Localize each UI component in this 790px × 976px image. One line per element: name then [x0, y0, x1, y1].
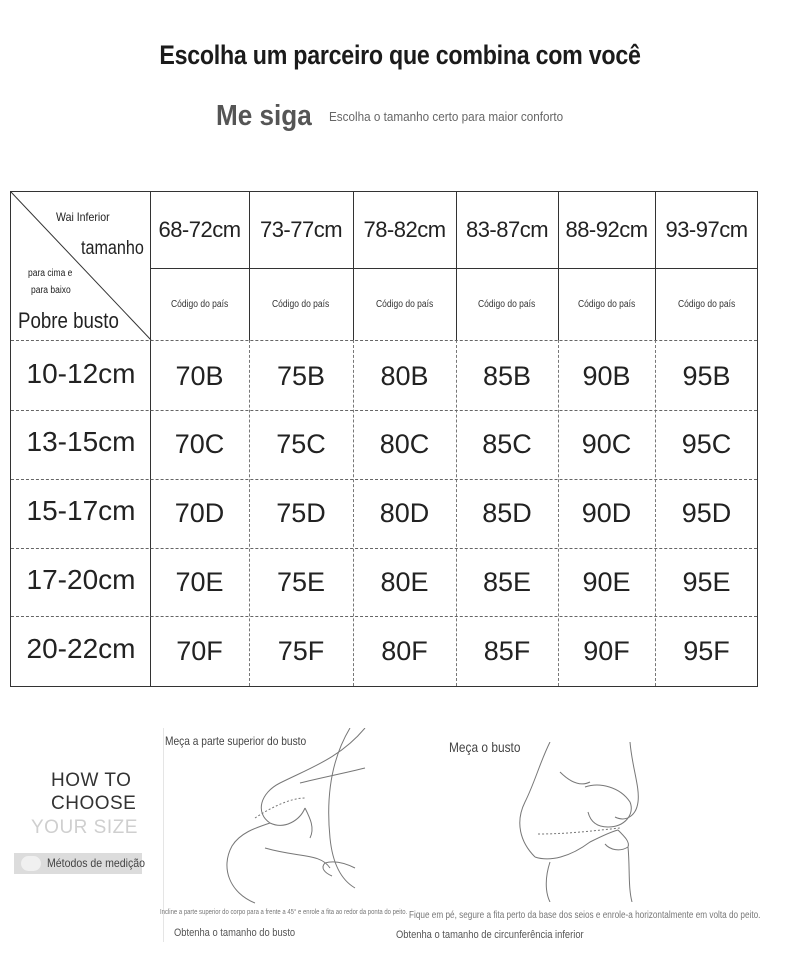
code-cell	[456, 268, 558, 340]
table-cell: 90D	[581, 498, 632, 528]
table-cell: 90F	[583, 635, 630, 666]
table-cell: 75D	[276, 498, 326, 528]
how-to-line-3: YOUR SIZE	[31, 817, 138, 838]
table-cell: 75F	[277, 635, 325, 666]
table-cell: 70C	[174, 429, 225, 459]
code-cell	[353, 268, 456, 340]
code-label: Código do país	[375, 298, 434, 310]
table-cell: 95B	[682, 360, 731, 391]
upper-bust-instruction: Incline a parte superior do corpo para a frente a 45° e enrole a fita ao redor da ponta do peito.	[160, 909, 408, 916]
code-label: Código do país	[170, 298, 229, 310]
table-cell: 80D	[379, 498, 430, 528]
table-cell: 85D	[482, 498, 532, 528]
how-to-line-1: HOW TO	[51, 770, 132, 791]
column-header: 68-72cm	[158, 217, 241, 242]
table-cell: 70D	[174, 498, 225, 528]
bust-caption: Meça o busto	[449, 739, 521, 755]
column-header: 93-97cm	[665, 217, 748, 242]
row-label: 15-17cm	[26, 495, 136, 526]
subtitle-note: Escolha o tamanho certo para maior conforto	[329, 109, 564, 124]
corner-bust-label: Pobre busto	[18, 308, 119, 333]
table-cell: 85B	[482, 360, 532, 391]
code-label: Código do país	[577, 298, 636, 310]
row-label: 10-12cm	[26, 358, 136, 389]
upper-bust-result: Obtenha o tamanho do busto	[174, 927, 296, 939]
corner-top-label: Wai Inferior	[56, 210, 110, 224]
table-cell: 95D	[681, 498, 732, 528]
table-cell: 75B	[276, 360, 326, 391]
code-label: Código do país	[478, 298, 536, 310]
methods-label: Métodos de medição	[47, 856, 146, 870]
table-cell: 90E	[582, 566, 631, 597]
bust-result: Obtenha o tamanho de circunferência inferior	[396, 929, 584, 941]
table-cell: 85C	[482, 429, 532, 459]
upper-bust-illustration	[160, 728, 410, 908]
ghost-background-text	[245, 70, 555, 96]
methods-badge-icon	[21, 856, 41, 871]
corner-size-label: tamanho	[81, 238, 144, 259]
table-cell: 80B	[380, 360, 429, 391]
code-label: Código do país	[677, 298, 736, 310]
table-cell: 70F	[176, 635, 223, 666]
column-header: 73-77cm	[259, 217, 343, 242]
table-cell: 90B	[582, 360, 631, 391]
corner-updown-label-1: para cima e	[28, 268, 73, 279]
row-label: 20-22cm	[26, 633, 136, 664]
row-label: 17-20cm	[26, 564, 136, 595]
table-cell: 80C	[379, 429, 430, 459]
table-cell: 95E	[682, 566, 731, 597]
table-cell: 85E	[482, 566, 532, 597]
row-label: 13-15cm	[26, 426, 136, 457]
table-cell: 85F	[483, 635, 531, 666]
how-to-line-2: CHOOSE	[51, 793, 137, 814]
bust-instruction: Fique em pé, segure a fita perto da base dos seios e enrole-a horizontalmente em volta do peito.	[409, 910, 761, 921]
code-cell	[558, 268, 655, 340]
corner-updown-label-2: para baixo	[31, 285, 71, 296]
column-header: 78-82cm	[363, 217, 446, 242]
column-header: 88-92cm	[565, 217, 648, 242]
column-header: 83-87cm	[465, 217, 549, 242]
table-cell: 95C	[681, 429, 732, 459]
table-cell: 80F	[381, 635, 428, 666]
table-cell: 80E	[380, 566, 429, 597]
code-cell	[150, 268, 249, 340]
bust-illustration	[490, 742, 670, 902]
code-cell	[655, 268, 758, 340]
table-cell: 90C	[581, 429, 632, 459]
code-label: Código do país	[272, 298, 330, 310]
size-table	[10, 191, 758, 687]
follow-label: Me siga	[216, 100, 312, 132]
table-cell: 95F	[683, 635, 730, 666]
table-cell: 75C	[276, 429, 326, 459]
table-cell: 70B	[175, 360, 224, 391]
code-cell	[249, 268, 353, 340]
table-cell: 70E	[175, 566, 224, 597]
upper-bust-caption: Meça a parte superior do busto	[165, 734, 307, 748]
table-cell: 75E	[276, 566, 326, 597]
page-title: Escolha um parceiro que combina com você	[159, 40, 641, 70]
